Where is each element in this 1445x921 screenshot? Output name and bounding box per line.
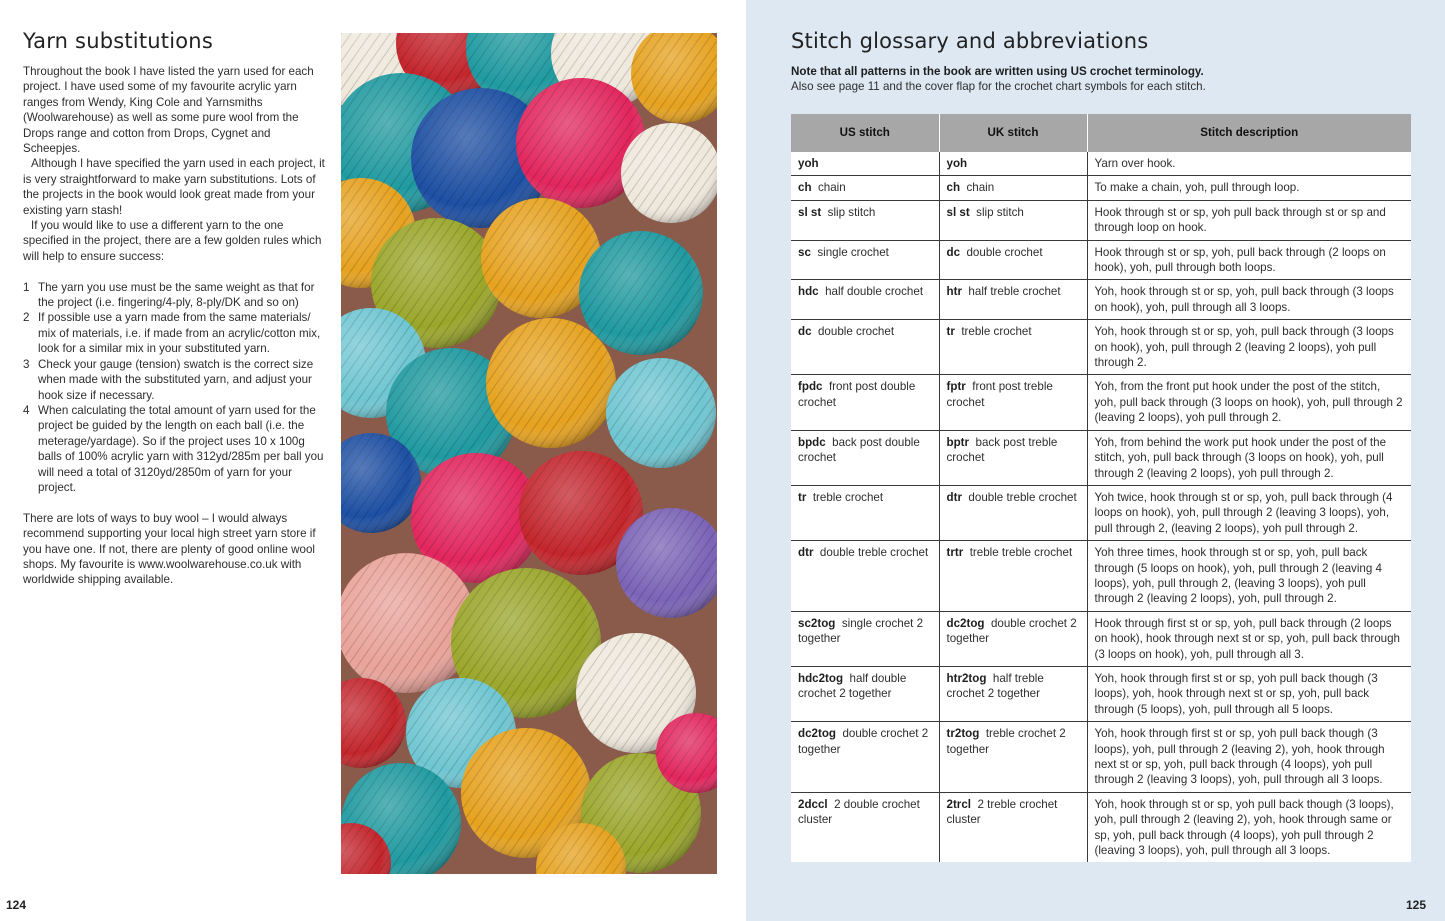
- uk-stitch-cell: [939, 485, 1087, 540]
- stitch-name: double treble crochet: [819, 546, 929, 560]
- stitch-abbreviation: ch: [946, 181, 961, 195]
- table-row: [791, 722, 1411, 793]
- closing-paragraph: There are lots of ways to buy wool – I would always recommend supporting your local high street yarn store if you have one. If not, there are plenty of good online wool shops. My favourite is www.woolwarehouse.co.uk with worldwide shipping available.: [23, 511, 316, 587]
- page-number-right: 125: [1406, 898, 1427, 912]
- column-header-us-stitch: US stitch: [791, 114, 939, 152]
- page-number-left: 124: [6, 898, 27, 912]
- stitch-abbreviation: dc2tog: [798, 727, 837, 741]
- stitch-name: double treble crochet: [968, 490, 1077, 504]
- stitch-name: half double crochet 2 together: [798, 671, 907, 701]
- stitch-abbreviation: sl st: [946, 205, 970, 219]
- terminology-note: [791, 64, 1411, 95]
- stitch-description-cell: Hook through st or sp, yoh, pull back through (2 loops on hook), yoh, pull through both loops.: [1087, 240, 1411, 280]
- stitch-name: single crochet: [817, 245, 889, 259]
- us-stitch-cell: [791, 666, 939, 721]
- us-stitch-cell: [791, 152, 939, 176]
- uk-stitch-cell: [939, 666, 1087, 721]
- stitch-abbreviation: hdc: [798, 285, 819, 299]
- us-stitch-cell: [791, 611, 939, 666]
- uk-stitch-cell: [939, 152, 1087, 176]
- yarn-ball-shading: [606, 358, 716, 468]
- stitch-name: 2 treble crochet cluster: [946, 797, 1058, 827]
- substitution-paragraph: Although I have specified the yarn used in each project, it is very straightforward to make yarn substitutions. Lots of the projects in the book would look great made from your existing yarn stash!: [23, 157, 325, 217]
- stitch-abbreviation: htr: [946, 285, 962, 299]
- stitch-description-cell: Yoh, hook through st or sp, yoh, pull back through (3 loops on hook), yoh, pull through 2 (leaving 2 loops), yoh pull through 2.: [1087, 320, 1411, 375]
- list-item: 1 The yarn you use must be the same weight as that for the project (i.e. fingering/4-ply, 8-ply/DK and so on): [23, 280, 315, 310]
- table-row: [791, 280, 1411, 320]
- us-stitch-cell: [791, 240, 939, 280]
- stitch-description-cell: Yoh, hook through st or sp, yoh, pull back through (3 loops on hook), yoh, pull through all 3 loops.: [1087, 280, 1411, 320]
- us-stitch-cell: [791, 722, 939, 793]
- stitch-name: slip stitch: [976, 205, 1024, 219]
- stitch-abbreviation: sl st: [798, 205, 822, 219]
- stitch-abbreviation: bpdc: [798, 435, 826, 449]
- stitch-abbreviation: tr: [798, 490, 807, 504]
- yarn-balls-photo: [341, 33, 717, 874]
- stitch-name: double crochet 2 together: [946, 616, 1077, 646]
- us-stitch-cell: [791, 792, 939, 862]
- yarn-ball-shading: [486, 318, 616, 448]
- stitch-abbreviation: ch: [798, 181, 812, 195]
- table-header-row: [791, 114, 1411, 152]
- stitch-name: single crochet 2 together: [798, 616, 924, 646]
- yarn-ball-shading: [621, 123, 717, 223]
- us-stitch-cell: [791, 375, 939, 430]
- stitch-name: 2 double crochet cluster: [798, 797, 920, 827]
- stitch-name: double crochet 2 together: [798, 727, 929, 756]
- stitch-description-cell: Yoh twice, hook through st or sp, yoh, pull back through (4 loops on hook), yoh, pull through 2 (leaving 3 loops), yoh, pull through 2, (leaving 2 loops), yoh pull through 2.: [1087, 485, 1411, 540]
- stitch-abbreviation: 2dccl: [798, 797, 828, 811]
- stitch-abbreviation: sc: [798, 245, 811, 259]
- table-row: [791, 375, 1411, 430]
- uk-stitch-cell: [939, 320, 1087, 375]
- table-row: [791, 666, 1411, 721]
- table-row: [791, 611, 1411, 666]
- list-item: 4 When calculating the total amount of yarn used for the project be guided by the length on each ball (i.e. the meterage/yardage). So if the project uses 10 x 100g balls of 100% acrylic yarn with 312yd/285m per ball you will need a total of 3120yd/2850m of yarn for your project.: [23, 403, 324, 494]
- stitch-abbreviation: dc: [798, 325, 812, 339]
- stitch-name: back post treble crochet: [946, 435, 1058, 465]
- column-header-uk-stitch: UK stitch: [939, 114, 1087, 152]
- stitch-name: treble treble crochet: [969, 546, 1073, 560]
- stitch-name: slip stitch: [827, 205, 876, 219]
- stitch-description-cell: Yoh, hook through first st or sp, yoh pull back though (3 loops), yoh, hook through next st or sp, yoh, pull back through (5 loops), yoh, pull through all 5 loops.: [1087, 666, 1411, 721]
- stitch-description-cell: Yoh, from the front put hook under the post of the stitch, yoh, pull back through (3 loops on hook), yoh, pull through 2 (leaving 2 loops), yoh pull through 2.: [1087, 375, 1411, 430]
- page-title-yarn-substitutions: Yarn substitutions: [23, 29, 213, 53]
- stitch-description-cell: Yoh, hook through st or sp, yoh pull back though (3 loops), yoh, pull through 2 (leaving 2), yoh, hook through same or sp, yoh, pull back through (4 loops), yoh pull through 2 (leaving 3 loops), yoh, pull through all 3 loops.: [1087, 792, 1411, 862]
- stitch-description-cell: Yarn over hook.: [1087, 152, 1411, 176]
- stitch-name: double crochet: [817, 325, 895, 339]
- stitch-name: chain: [817, 181, 846, 195]
- stitch-name: front post double crochet: [798, 380, 916, 409]
- table-row: [791, 200, 1411, 240]
- stitch-abbreviation: bptr: [946, 435, 970, 449]
- table-row: [791, 176, 1411, 200]
- stitch-name: back post double crochet: [798, 435, 920, 465]
- stitch-name: treble crochet: [812, 490, 884, 504]
- stitch-name: front post treble crochet: [946, 380, 1053, 409]
- uk-stitch-cell: [939, 200, 1087, 240]
- stitch-abbreviation: fpdc: [798, 380, 823, 394]
- us-stitch-cell: [791, 176, 939, 200]
- intro-paragraph: Throughout the book I have listed the yarn used for each project. I have used some of my favourite acrylic yarn ranges from Wendy, King Cole and Yarnsmiths (Woolwarehouse) as well as some pure wool from the Drops range and cotton from Drops, Cygnet and Scheepjes.: [23, 65, 314, 156]
- stitch-abbreviation: 2trcl: [946, 797, 971, 811]
- stitch-name: half double crochet: [825, 285, 924, 299]
- table-row: [791, 240, 1411, 280]
- stitch-name: treble crochet: [961, 325, 1032, 339]
- stitch-abbreviation: yoh: [798, 157, 819, 170]
- stitch-name: half treble crochet 2 together: [946, 671, 1044, 701]
- list-item: 3 Check your gauge (tension) swatch is the correct size when made with the substituted yarn, and adjust your hook size if necessary.: [23, 357, 314, 402]
- stitch-abbreviation: hdc2tog: [798, 671, 844, 685]
- uk-stitch-cell: [939, 280, 1087, 320]
- uk-stitch-cell: [939, 792, 1087, 862]
- table-row: [791, 430, 1411, 485]
- terminology-note-text: Also see page 11 and the cover flap for the crochet chart symbols for each stitch.: [791, 80, 1206, 94]
- us-stitch-cell: [791, 541, 939, 612]
- stitch-description-cell: Yoh, from behind the work put hook under the post of the stitch, yoh, pull back through (3 loops on hook), yoh, pull through 2 (leaving 2 loops), yoh pull through 2.: [1087, 430, 1411, 485]
- uk-stitch-cell: [939, 430, 1087, 485]
- stitch-description-cell: To make a chain, yoh, pull through loop.: [1087, 176, 1411, 200]
- table-row: [791, 152, 1411, 176]
- uk-stitch-cell: [939, 375, 1087, 430]
- stitch-name: treble crochet 2 together: [946, 727, 1066, 756]
- us-stitch-cell: [791, 200, 939, 240]
- uk-stitch-cell: [939, 611, 1087, 666]
- stitch-name: half treble crochet: [968, 285, 1061, 299]
- us-stitch-cell: [791, 430, 939, 485]
- stitch-abbreviation: dc: [946, 245, 961, 259]
- stitch-glossary-body: [791, 152, 1411, 862]
- stitch-abbreviation: dtr: [798, 546, 814, 560]
- golden-rules-intro: If you would like to use a different yarn to the one specified in the project, there are a few golden rules which will help to ensure success:: [23, 219, 322, 263]
- terminology-note-bold: Note that all patterns in the book are written using US crochet terminology.: [791, 65, 1204, 78]
- stitch-name: double crochet: [966, 245, 1043, 259]
- uk-stitch-cell: [939, 240, 1087, 280]
- page-title-stitch-glossary: Stitch glossary and abbreviations: [791, 29, 1149, 53]
- stitch-abbreviation: tr2tog: [946, 727, 980, 741]
- uk-stitch-cell: [939, 722, 1087, 793]
- us-stitch-cell: [791, 485, 939, 540]
- stitch-name: chain: [966, 181, 995, 195]
- table-row: [791, 792, 1411, 862]
- right-page: [746, 0, 1445, 921]
- uk-stitch-cell: [939, 541, 1087, 612]
- us-stitch-cell: [791, 280, 939, 320]
- yarn-substitutions-text: [23, 64, 328, 588]
- us-stitch-cell: [791, 320, 939, 375]
- column-header-stitch-description: Stitch description: [1087, 114, 1411, 152]
- stitch-abbreviation: fptr: [946, 380, 966, 394]
- stitch-abbreviation: htr2tog: [946, 671, 987, 685]
- yarn-ball-shading: [579, 231, 703, 355]
- stitch-abbreviation: tr: [946, 325, 955, 339]
- stitch-abbreviation: trtr: [946, 546, 964, 560]
- stitch-glossary-table: [791, 114, 1411, 862]
- golden-rules-list: [23, 280, 328, 496]
- list-item: 2 If possible use a yarn made from the same materials/ mix of materials, i.e. if made from an acrylic/cotton mix, look for a similar mix in your substituted yarn.: [23, 311, 321, 356]
- table-row: [791, 320, 1411, 375]
- stitch-description-cell: Hook through st or sp, yoh pull back through st or sp and through loop on hook.: [1087, 200, 1411, 240]
- stitch-abbreviation: sc2tog: [798, 616, 836, 630]
- stitch-abbreviation: dtr: [946, 490, 962, 504]
- stitch-description-cell: Yoh, hook through first st or sp, yoh pull back though (3 loops), yoh, pull through 2 (leaving 2), yoh, hook through next st or sp, yoh, pull back through (4 loops), yoh pull through 2 (leaving 3 loops), yoh, pull through all 3 loops.: [1087, 722, 1411, 793]
- table-row: [791, 541, 1411, 612]
- stitch-abbreviation: dc2tog: [946, 616, 985, 630]
- yarn-balls-illustration: [341, 33, 717, 874]
- table-row: [791, 485, 1411, 540]
- uk-stitch-cell: [939, 176, 1087, 200]
- stitch-description-cell: Yoh three times, hook through st or sp, yoh, pull back through (5 loops on hook), yoh, pull through 2 (leaving 4 loops), yoh, pull through 2, (leaving 3 loops), yoh pull through 2 (leaving 2 loops), yoh, pull through 2.: [1087, 541, 1411, 612]
- stitch-abbreviation: yoh: [946, 157, 968, 170]
- stitch-description-cell: Hook through first st or sp, yoh, pull back through (2 loops on hook), hook through next st or sp, yoh, pull back through (3 loops on hook), yoh, pull through all 3.: [1087, 611, 1411, 666]
